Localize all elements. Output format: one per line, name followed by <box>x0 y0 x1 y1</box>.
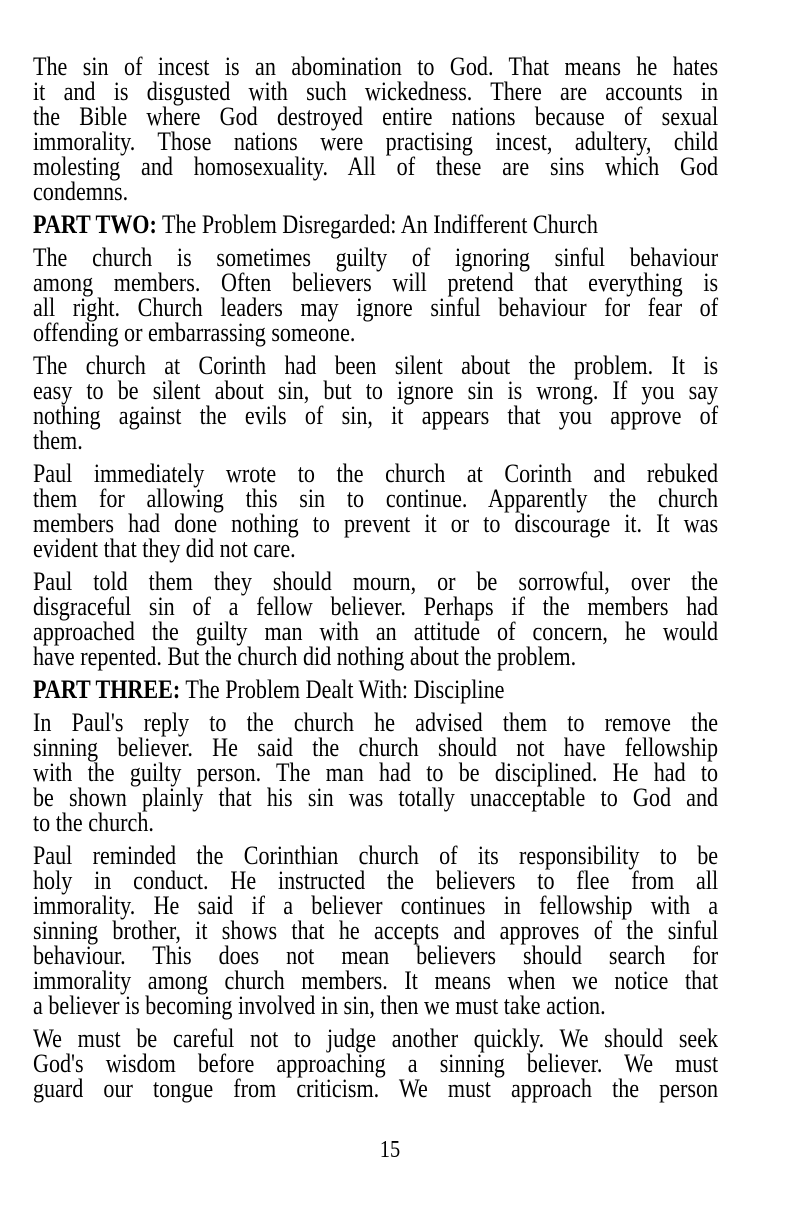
text-line: condemns. <box>33 177 129 206</box>
text-line: guard our tongue from criticism. We must approach the person <box>33 1074 719 1103</box>
text-line: to the church. <box>33 808 154 837</box>
text-line: evident that they did not care. <box>33 534 296 563</box>
section-title: The Problem Disregarded: An Indifferent Church <box>156 210 598 239</box>
text-line: In Paul's reply to the church he advised them to remove the <box>33 708 719 737</box>
text-line: disgraceful sin of a fellow believer. Perhaps if the members had <box>33 592 719 621</box>
paragraph <box>33 843 718 1018</box>
text-line: them. <box>33 426 83 455</box>
text-line: it and is disgusted with such wickedness. There are accounts in <box>33 77 719 106</box>
text-line: immorality. He said if a believer continues in fellowship with a <box>33 891 719 920</box>
text-line: approached the guilty man with an attitude of concern, he would <box>33 617 719 646</box>
text-line: a believer is becoming involved in sin, then we must take action. <box>33 991 606 1020</box>
text-line: members had done nothing to prevent it or to discourage it. It was <box>33 509 719 538</box>
text-line: The sin of incest is an abomination to God. That means he hates <box>33 52 719 81</box>
paragraph <box>33 54 718 204</box>
section-heading <box>33 677 718 702</box>
section-heading <box>33 212 718 237</box>
text-line: The church is sometimes guilty of ignoring sinful behaviour <box>33 243 719 272</box>
text-line: God's wisdom before approaching a sinning believer. We must <box>33 1049 719 1078</box>
page-body <box>33 54 718 1109</box>
section-label: PART THREE: <box>33 675 181 704</box>
text-line: them for allowing this sin to continue. Apparently the church <box>33 484 719 513</box>
text-line: immorality. Those nations were practising incest, adultery, child <box>33 127 719 156</box>
text-line: the Bible where God destroyed entire nations because of sexual <box>33 102 719 131</box>
text-line: with the guilty person. The man had to be disciplined. He had to <box>33 758 719 787</box>
text-line: offending or embarrassing someone. <box>33 318 356 347</box>
text-line: immorality among church members. It means when we notice that <box>33 966 719 995</box>
text-line: easy to be silent about sin, but to ignore sin is wrong. If you say <box>33 376 719 405</box>
paragraph <box>33 461 718 561</box>
text-line: nothing against the evils of sin, it appears that you approve of <box>33 401 719 430</box>
text-line: sinning brother, it shows that he accepts and approves of the sinful <box>33 916 719 945</box>
text-line: holy in conduct. He instructed the believers to flee from all <box>33 866 719 895</box>
section-label: PART TWO: <box>33 210 157 239</box>
text-line: behaviour. This does not mean believers should search for <box>33 941 719 970</box>
paragraph <box>33 1026 718 1101</box>
text-line: have repented. But the church did nothing about the problem. <box>33 642 577 671</box>
text-line: Paul reminded the Corinthian church of its responsibility to be <box>33 841 719 870</box>
text-line: molesting and homosexuality. All of these are sins which God <box>33 152 719 181</box>
text-line: among members. Often believers will pretend that everything is <box>33 268 719 297</box>
text-line: We must be careful not to judge another quickly. We should seek <box>33 1024 719 1053</box>
section-title: The Problem Dealt With: Discipline <box>180 675 505 704</box>
text-line: sinning believer. He said the church should not have fellowship <box>33 733 719 762</box>
paragraph <box>33 710 718 835</box>
text-line: Paul told them they should mourn, or be sorrowful, over the <box>33 567 719 596</box>
paragraph <box>33 245 718 345</box>
text-line: all right. Church leaders may ignore sinful behaviour for fear of <box>33 293 719 322</box>
paragraph <box>33 353 718 453</box>
paragraph <box>33 569 718 669</box>
text-line: be shown plainly that his sin was totally unacceptable to God and <box>33 783 719 812</box>
text-line: Paul immediately wrote to the church at Corinth and rebuked <box>33 459 719 488</box>
page-number: 15 <box>379 1137 401 1163</box>
text-line: The church at Corinth had been silent about the problem. It is <box>33 351 719 380</box>
